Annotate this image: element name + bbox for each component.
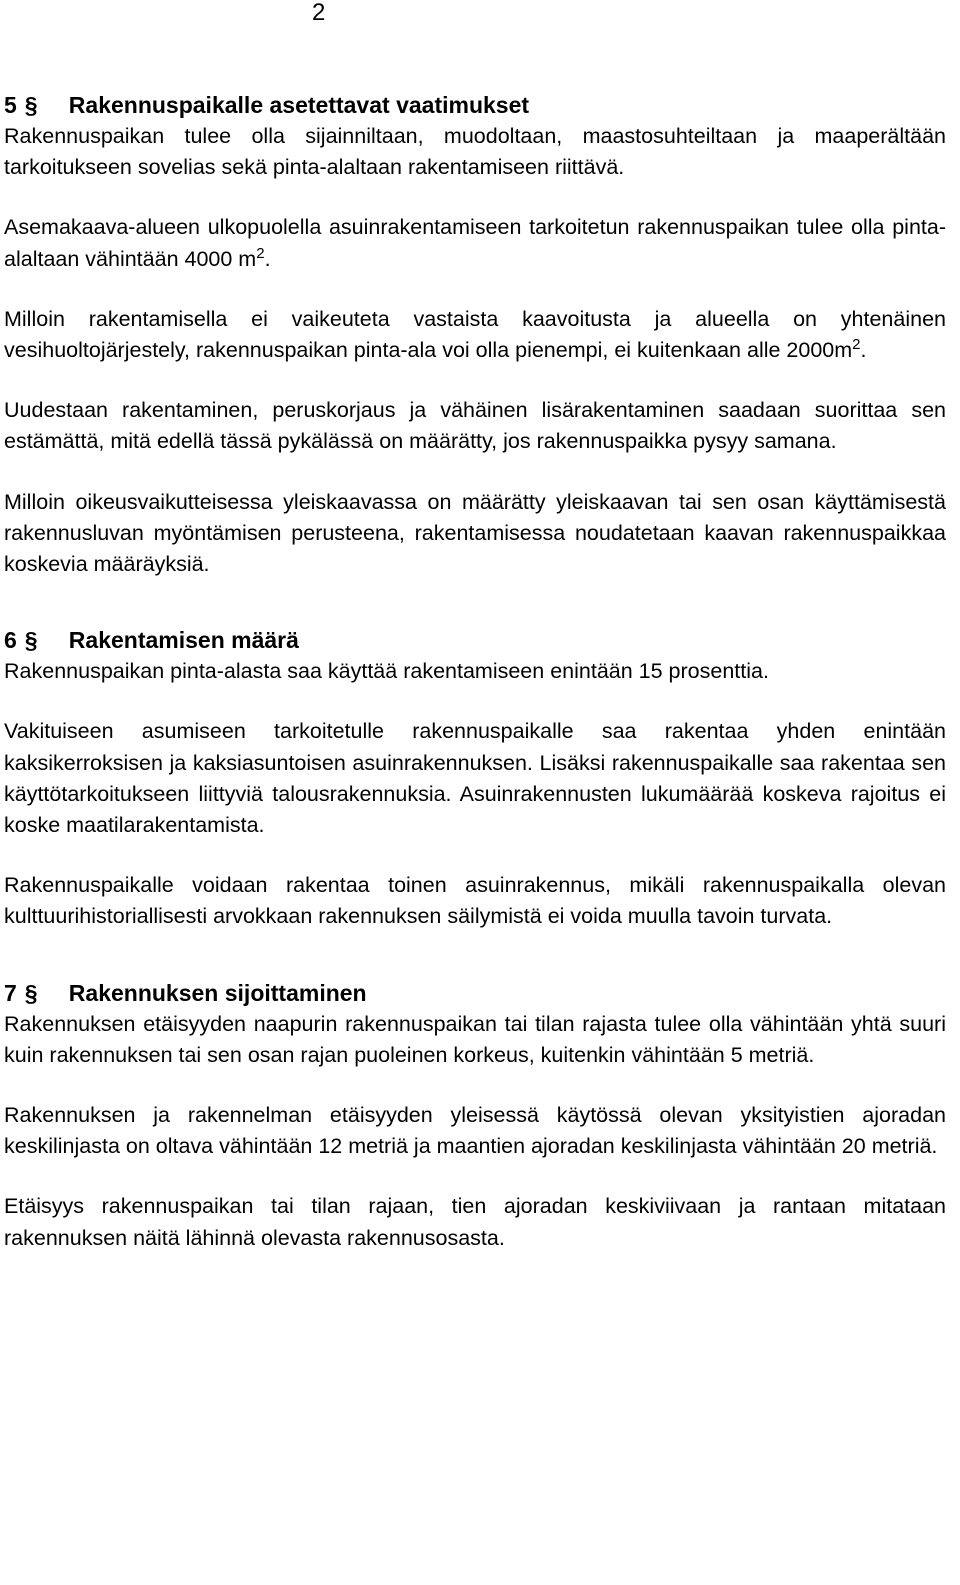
paragraph: Rakennuspaikan tulee olla sijainniltaan, muodoltaan, maastosuhteiltaan ja maaperältään tarkoitukseen sovelias sekä pinta-alaltaan rakentamiseen riittävä. [4,124,946,180]
section-number: 6 [4,627,17,654]
section-5 [4,89,946,580]
page-number: 2 [312,0,326,26]
section-7 [4,977,946,1254]
paragraph: Etäisyys rakennuspaikan tai tilan rajaan, tien ajoradan keskiviivaan ja rantaan mitataan rakennuksen näitä lähinnä olevasta rakennusosasta. [4,1194,946,1250]
section-6 [4,624,946,932]
section-number: 7 [4,979,17,1006]
superscript: 2 [852,335,861,353]
section-title: Rakentamisen määrä [68,627,299,654]
section-title: Rakennuksen sijoittaminen [68,979,367,1006]
superscript: 2 [256,244,265,262]
paragraph: Milloin rakentamisella ei vaikeuteta vastaista kaavoitusta ja alueella on yhtenäinen vesihuoltojärjestely, rakennuspaikan pinta-ala voi olla pienempi, ei kuitenkaan alle $2000m^2$. [4,306,946,363]
section-heading [4,89,946,121]
paragraph: Milloin oikeusvaikutteisessa yleiskaavassa on määrätty yleiskaavan tai sen osan käyttämisestä rakennusluvan myöntämisen perusteena, rakentamisessa noudatetaan kaavan rakennuspaikkaa koskevia määräyksiä. [4,489,946,577]
paragraph: Rakennuksen etäisyyden naapurin rakennuspaikan tai tilan rajasta tulee olla vähintään yhtä suuri kuin rakennuksen tai sen osan rajan puoleinen korkeus, kuitenkin vähintään 5 metriä. [4,1011,946,1067]
section-title: Rakennuspaikalle asetettavat vaatimukset [68,92,530,118]
paragraph: Vakituiseen asumiseen tarkoitetulle rakennuspaikalle saa rakentaa yhden enintään kaksikerroksisen ja kaksiasuntoisen asuinrakennuksen. Lisäksi rakennuspaikalle saa rakentaa sen käyttötarkoitukseen liittyviä talousrakennuksia. Asuinrakennusten lukumäärää koskeva rajoitus ei koske maatilarakentamista. [4,719,946,838]
paragraph: Uudestaan rakentaminen, peruskorjaus ja vähäinen lisärakentaminen saadaan suorittaa sen estämättä, mitä edellä tässä pykälässä on määrätty, jos rakennuspaikka pysyy samana. [4,398,946,454]
paragraph: Rakennuspaikan pinta-alasta saa käyttää rakentamiseen enintään 15 prosenttia. [4,659,769,684]
section-heading [4,624,946,656]
paragraph: Rakennuspaikalle voidaan rakentaa toinen asuinrakennus, mikäli rakennuspaikalla olevan kulttuurihistoriallisesti arvokkaan rakennuksen säilymistä ei voida muulla tavoin turvata. [4,873,946,929]
section-heading [4,977,946,1009]
section-sign: § [24,627,38,654]
section-sign: § [24,92,38,118]
paragraph: Asemakaava-alueen ulkopuolella asuinrakentamiseen tarkoitetun rakennuspaikan tulee olla pinta-alaltaan vähintään 4000 $m^2$. [4,215,946,271]
section-number: 5 [4,92,17,118]
section-sign: § [24,979,38,1006]
document-content [4,89,946,1254]
paragraph: Rakennuksen ja rakennelman etäisyyden yleisessä käytössä olevan yksityistien ajoradan keskilinjasta on oltava vähintään 12 metriä ja maantien ajoradan keskilinjasta vähintään 20 metriä. [4,1103,946,1159]
